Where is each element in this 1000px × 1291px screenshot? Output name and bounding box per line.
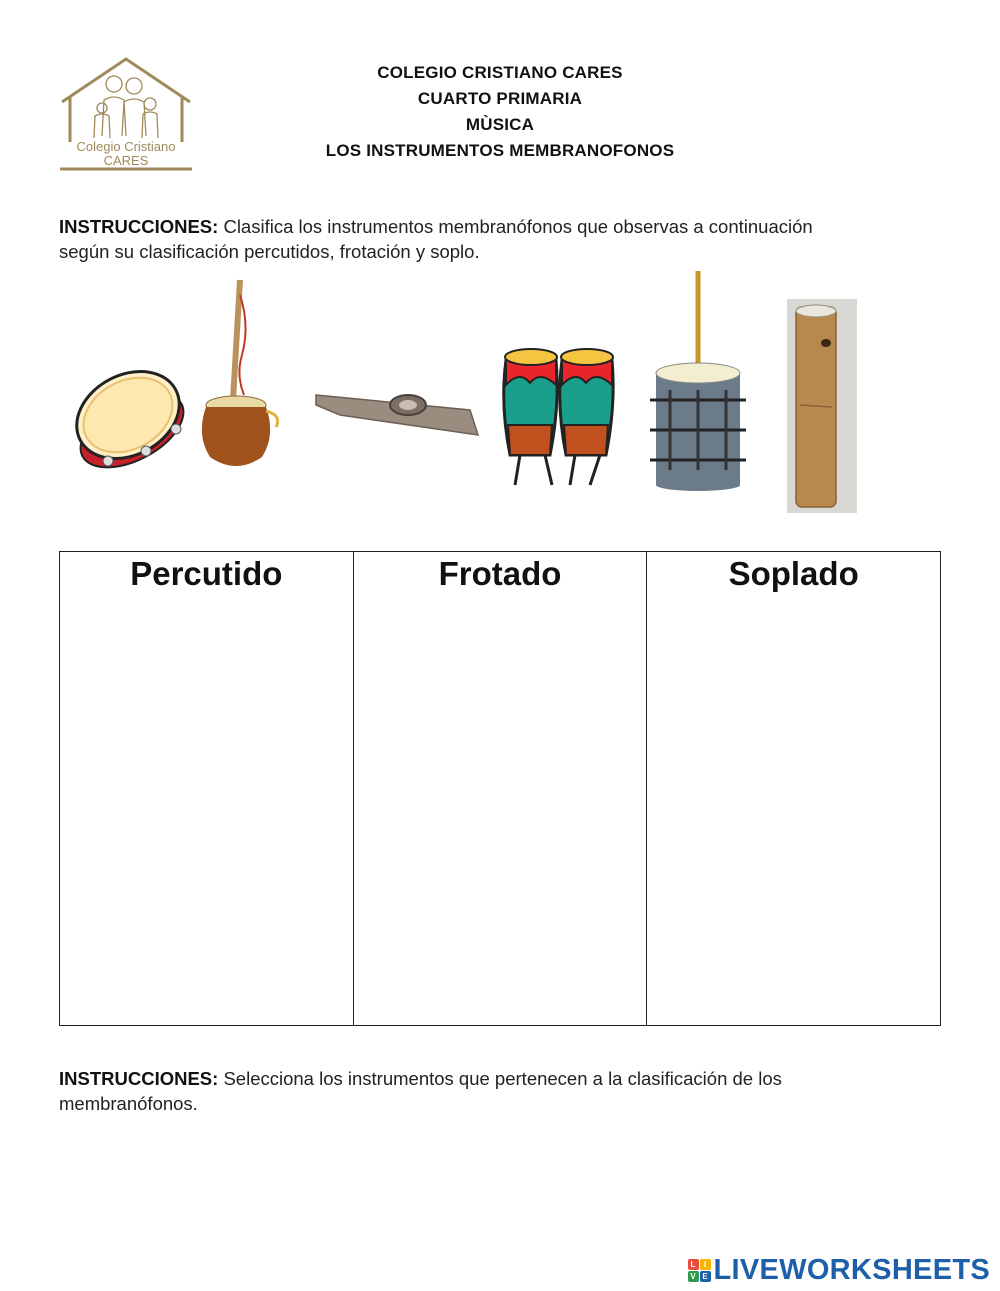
instructions-select	[59, 1066, 929, 1116]
logo-text-line2: CARES	[103, 153, 149, 168]
kazoo-icon[interactable]	[316, 395, 478, 435]
lw-icon-letter-e: E	[700, 1271, 711, 1282]
worksheet-header	[0, 60, 1000, 164]
instructions-text-line2: según su clasificación percutidos, frotación y soplo.	[59, 241, 480, 262]
drop-zone-frotado[interactable]	[353, 552, 647, 1026]
column-header-percutido: Percutido	[130, 555, 283, 592]
drop-zone-soplado[interactable]	[647, 552, 941, 1026]
lw-icon-letter-l: L	[688, 1259, 699, 1270]
instructions-label: INSTRUCCIONES:	[59, 216, 219, 237]
column-header-soplado: Soplado	[728, 555, 859, 592]
instructions-text-line1: Clasifica los instrumentos membranófonos que observas a continuación	[218, 216, 813, 237]
liveworksheets-text: LIVEWORKSHEETS	[713, 1253, 990, 1286]
friction-drum-cylinder-icon[interactable]	[650, 271, 746, 491]
liveworksheets-brand[interactable]	[688, 1252, 991, 1288]
tambourine-icon[interactable]	[62, 354, 196, 482]
bamboo-mirliton-icon[interactable]	[787, 299, 857, 513]
column-header-frotado: Frotado	[438, 555, 562, 592]
instructions2-text-line1: Selecciona los instrumentos que pertenecen a la clasificación de los	[218, 1068, 782, 1089]
instrument-pictures	[0, 265, 1000, 525]
lw-icon-letter-i: I	[700, 1259, 711, 1270]
logo-text-line1: Colegio Cristiano	[76, 139, 176, 154]
instructions-classify	[59, 214, 929, 264]
conga-drums-icon[interactable]	[504, 349, 613, 485]
friction-drum-icon[interactable]	[202, 280, 278, 466]
lw-icon-letter-v: V	[688, 1271, 699, 1282]
subject-label: MÙSICA	[465, 115, 535, 134]
instructions2-label: INSTRUCCIONES:	[59, 1068, 219, 1089]
topic-title: LOS INSTRUMENTOS MEMBRANOFONOS	[325, 141, 675, 160]
liveworksheets-icon	[688, 1259, 711, 1282]
school-name: COLEGIO CRISTIANO CARES	[377, 63, 623, 82]
classification-table	[59, 551, 941, 1026]
drop-zone-percutido[interactable]	[60, 552, 354, 1026]
grade-label: CUARTO PRIMARIA	[417, 89, 583, 108]
instructions2-text-line2: membranófonos.	[59, 1093, 198, 1114]
